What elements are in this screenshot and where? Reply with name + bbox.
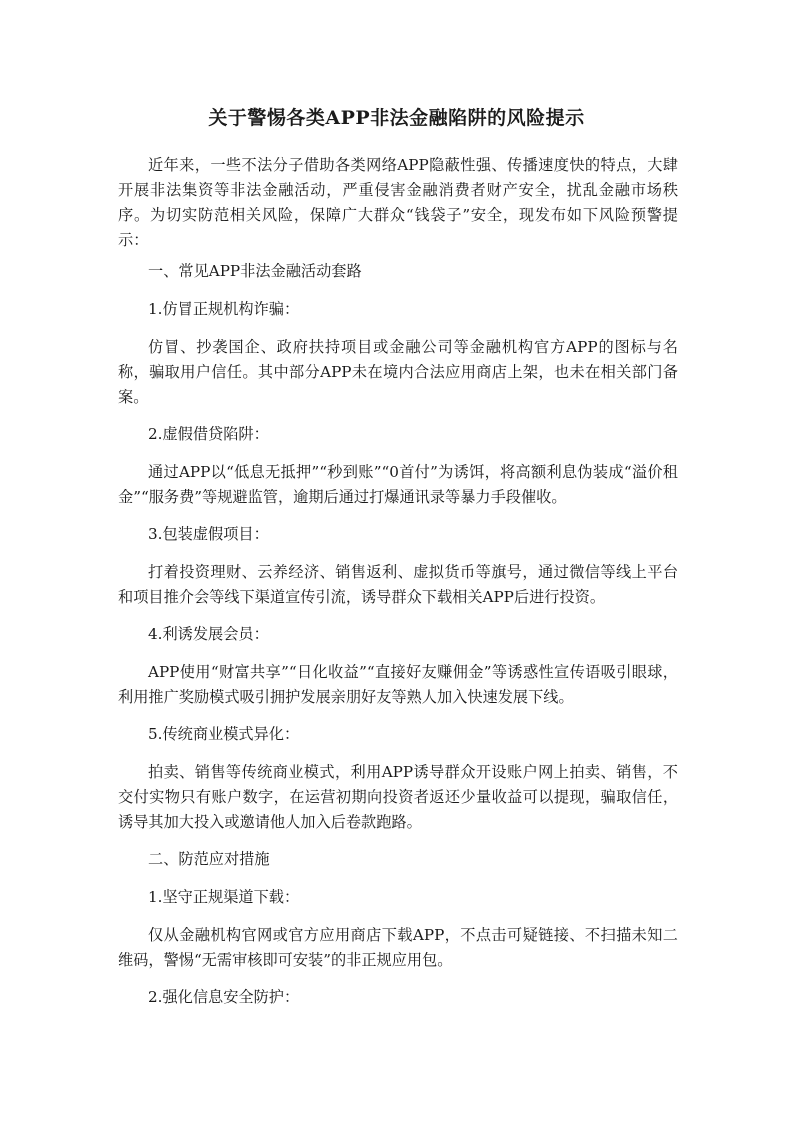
item1-body: 仿冒、抄袭国企、政府扶持项目或金融公司等金融机构官方APP的图标与名称，骗取用户信任。其中部分APP未在境内合法应用商店上架，也未在相关部门备案。	[118, 338, 678, 406]
item1-heading: 1.仿冒正规机构诈骗：	[148, 300, 300, 318]
intro-paragraph: 近年来，一些不法分子借助各类网络APP隐蔽性强、传播速度快的特点，大肆开展非法集资等非法金融活动，严重侵害金融消费者财产安全，扰乱金融市场秩序。为切实防范相关风险，保障广大群众“钱袋子”安全，现发布如下风险预警提示：	[118, 156, 678, 249]
measure2-heading: 2.强化信息安全防护：	[148, 988, 300, 1006]
item4-heading: 4.利诱发展会员：	[148, 625, 269, 643]
document-title: 关于警惕各类APP非法金融陷阱的风险提示	[208, 107, 585, 129]
item3-heading: 3.包装虚假项目：	[148, 525, 269, 543]
section1-heading: 一、常见APP非法金融活动套路	[148, 262, 362, 280]
item5-heading: 5.传统商业模式异化：	[148, 725, 300, 743]
measure1-heading: 1.坚守正规渠道下载：	[148, 888, 300, 906]
measure1-body: 仅从金融机构官网或官方应用商店下载APP，不点击可疑链接、不扫描未知二维码，警惕“无需审核即可安装”的非正规应用包。	[118, 926, 678, 969]
item4-body: APP使用“财富共享”“日化收益”“直接好友赚佣金”等诱惑性宣传语吸引眼球，利用推广奖励模式吸引拥护发展亲朋好友等熟人加入快速发展下线。	[118, 663, 678, 706]
item2-heading: 2.虚假借贷陷阱：	[148, 425, 269, 443]
item3-body: 打着投资理财、云养经济、销售返利、虚拟货币等旗号，通过微信等线上平台和项目推介会等线下渠道宣传引流，诱导群众下载相关APP后进行投资。	[118, 563, 678, 606]
item2-body: 通过APP以“低息无抵押”“秒到账”“0首付”为诱饵，将高额利息伪装成“溢价租金”“服务费”等规避监管，逾期后通过打爆通讯录等暴力手段催收。	[118, 463, 678, 506]
item5-body: 拍卖、销售等传统商业模式，利用APP诱导群众开设账户网上拍卖、销售，不交付实物只有账户数字，在运营初期向投资者返还少量收益可以提现，骗取信任，诱导其加大投入或邀请他人加入后卷款跑路。	[118, 763, 678, 831]
section2-heading: 二、防范应对措施	[148, 850, 270, 868]
